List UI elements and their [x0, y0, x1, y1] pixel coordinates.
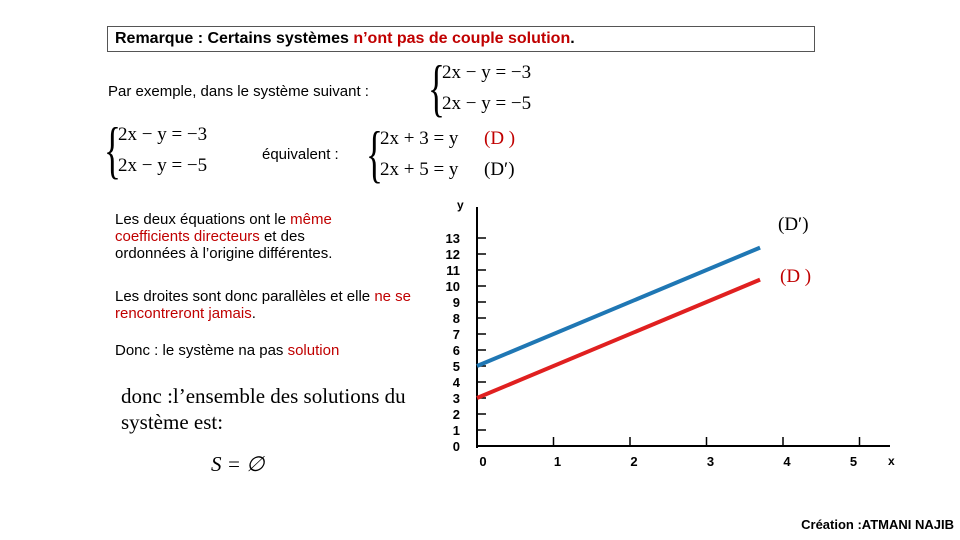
- equivalent-label: équivalent :: [262, 146, 339, 163]
- y-tick-label: 6: [452, 343, 460, 358]
- system-left-eq2: 2x − y = −5: [118, 155, 208, 176]
- para1-text-end: et des ordonnées à l’origine différentes.: [115, 228, 333, 262]
- x-tick-label: 5: [849, 454, 858, 469]
- line-dprime-label: (D′): [778, 214, 809, 235]
- brace-icon: {: [366, 118, 383, 189]
- para2-highlight: ne se rencontreront jamais: [115, 288, 412, 322]
- system-top: [428, 52, 568, 123]
- paragraph-coefficients: [115, 211, 375, 262]
- system-right-eq1: 2x + 3 = y: [380, 128, 459, 149]
- paragraph-no-solution: [115, 342, 339, 359]
- para1-highlight: même coefficients directeurs: [115, 211, 332, 245]
- x-tick-label: 3: [706, 454, 715, 469]
- x-axis-label: x: [888, 454, 895, 468]
- line-d-label: (D ): [780, 266, 812, 287]
- line-d: [477, 280, 760, 398]
- x-tick-label: 1: [553, 454, 562, 469]
- system-top-eq1: 2x − y = −3: [442, 62, 532, 83]
- system-top-eq2: 2x − y = −5: [442, 93, 532, 114]
- y-tick-label: 0: [452, 439, 460, 454]
- remark-suffix: .: [570, 30, 575, 47]
- y-tick-label: 3: [452, 391, 460, 406]
- para3-text: Donc : le système na pas: [115, 342, 288, 359]
- remark-box: [107, 26, 815, 52]
- y-tick-label: 4: [452, 375, 460, 390]
- y-tick-label: 10: [445, 279, 460, 294]
- y-tick-label: 2: [452, 407, 460, 422]
- para3-highlight: solution: [287, 342, 340, 359]
- y-axis-label: y: [457, 198, 464, 212]
- system-left-eq1: 2x − y = −3: [118, 124, 208, 145]
- label-dprime: (D′): [484, 159, 515, 180]
- y-tick-label: 12: [445, 247, 460, 262]
- y-tick-label: 7: [452, 327, 460, 342]
- y-tick-label: 13: [445, 231, 460, 246]
- para1-text: Les deux équations ont le: [115, 211, 291, 228]
- conclusion-text: donc :l’ensemble des solutions du système est:: [121, 384, 406, 434]
- y-tick-label: 11: [446, 263, 460, 278]
- para2-text-end: .: [251, 305, 256, 322]
- y-tick-label: 1: [452, 423, 460, 438]
- para2-text: Les droites sont donc parallèles et elle: [115, 288, 375, 305]
- system-left: [104, 114, 244, 185]
- example-intro: Par exemple, dans le système suivant :: [108, 83, 369, 100]
- y-tick-label: 5: [452, 359, 460, 374]
- y-tick-label: 8: [452, 311, 460, 326]
- graph-chart: [420, 195, 920, 485]
- brace-icon: {: [104, 114, 121, 185]
- system-right: [366, 118, 536, 189]
- remark-text: Remarque : Certains systèmes: [115, 30, 354, 47]
- x-tick-label: 0: [479, 454, 487, 469]
- label-d: (D ): [484, 128, 516, 149]
- remark-highlight: n’ont pas de couple solution: [353, 30, 571, 47]
- x-tick-label: 4: [783, 454, 791, 469]
- x-tick-label: 2: [630, 454, 638, 469]
- brace-icon: {: [428, 52, 445, 123]
- credit: Création :ATMANI NAJIB: [801, 517, 954, 532]
- y-tick-label: 9: [452, 295, 460, 310]
- solution-set: S = ∅: [211, 452, 265, 476]
- line-dprime: [477, 248, 760, 366]
- system-right-eq2: 2x + 5 = y: [380, 159, 459, 180]
- paragraph-parallel: [115, 288, 415, 322]
